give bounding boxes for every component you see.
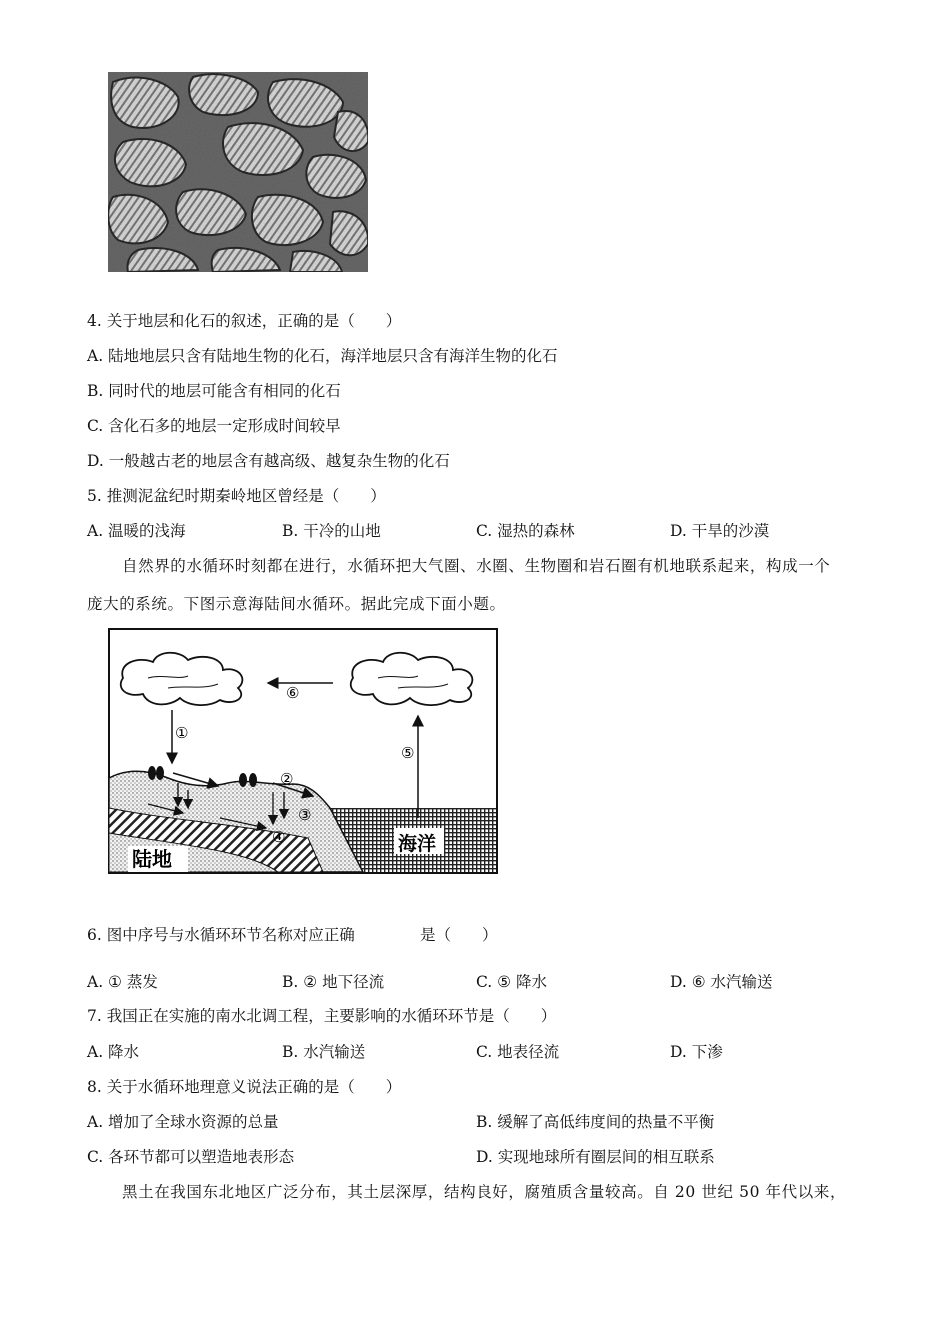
q6-option-c: C. ⑤ 降水: [476, 973, 547, 991]
q8-stem: 8. 关于水循环地理意义说法正确的是（ ）: [87, 1078, 402, 1096]
q6-stem-part1: 6. 图中序号与水循环环节名称对应正确: [87, 926, 355, 944]
q6-option-d: D. ⑥ 水汽输送: [670, 973, 773, 991]
water-cycle-intro-line-1: 自然界的水循环时刻都在进行，水循环把大气圈、水圈、生物圈和岩石圈有机地联系起来，构成一个: [122, 557, 831, 575]
q8-option-d: D. 实现地球所有圈层间的相互联系: [476, 1148, 715, 1166]
q7-option-a: A. 降水: [87, 1043, 140, 1061]
q5-option-a: A. 温暖的浅海: [87, 522, 186, 540]
label-6: ⑥: [286, 684, 300, 702]
q6-option-b: B. ② 地下径流: [282, 973, 385, 991]
label-4: ④: [272, 828, 286, 846]
q6-stem-part2: 是（ ）: [420, 926, 498, 944]
q5-option-b: B. 干冷的山地: [282, 522, 381, 540]
q5-stem: 5. 推测泥盆纪时期秦岭地区曾经是（ ）: [87, 487, 386, 505]
label-5: ⑤: [401, 744, 415, 762]
q8-option-b: B. 缓解了高低纬度间的热量不平衡: [476, 1113, 715, 1131]
q7-option-c: C. 地表径流: [476, 1043, 560, 1061]
fossil-photo: [108, 72, 368, 272]
q7-option-b: B. 水汽输送: [282, 1043, 366, 1061]
q4-option-d: D. 一般越古老的地层含有越高级、越复杂生物的化石: [87, 452, 450, 470]
label-3: ③: [298, 806, 312, 824]
q4-option-c: C. 含化石多的地层一定形成时间较早: [87, 417, 341, 435]
water-cycle-diagram: [108, 628, 498, 874]
q8-option-a: A. 增加了全球水资源的总量: [87, 1113, 279, 1131]
q4-option-a: A. 陆地地层只含有陆地生物的化石，海洋地层只含有海洋生物的化石: [87, 347, 558, 365]
q5-option-c: C. 湿热的森林: [476, 522, 575, 540]
q5-option-d: D. 干旱的沙漠: [670, 522, 770, 540]
q8-option-c: C. 各环节都可以塑造地表形态: [87, 1148, 295, 1166]
q6-option-a: A. ① 蒸发: [87, 973, 158, 991]
ocean-label: 海洋: [398, 833, 437, 855]
q7-option-d: D. 下渗: [670, 1043, 723, 1061]
q4-stem: 4. 关于地层和化石的叙述，正确的是（ ）: [87, 312, 402, 330]
q4-option-b: B. 同时代的地层可能含有相同的化石: [87, 382, 341, 400]
label-2: ②: [280, 770, 294, 788]
q7-stem: 7. 我国正在实施的南水北调工程，主要影响的水循环环节是（ ）: [87, 1007, 557, 1025]
label-1: ①: [175, 724, 189, 742]
land-label: 陆地: [132, 847, 172, 871]
water-cycle-intro-line-2: 庞大的系统。下图示意海陆间水循环。据此完成下面小题。: [87, 595, 506, 613]
black-soil-intro-line-1: 黑土在我国东北地区广泛分布，其土层深厚，结构良好，腐殖质含量较高。自 20 世纪 50 年代以来，: [122, 1183, 847, 1201]
